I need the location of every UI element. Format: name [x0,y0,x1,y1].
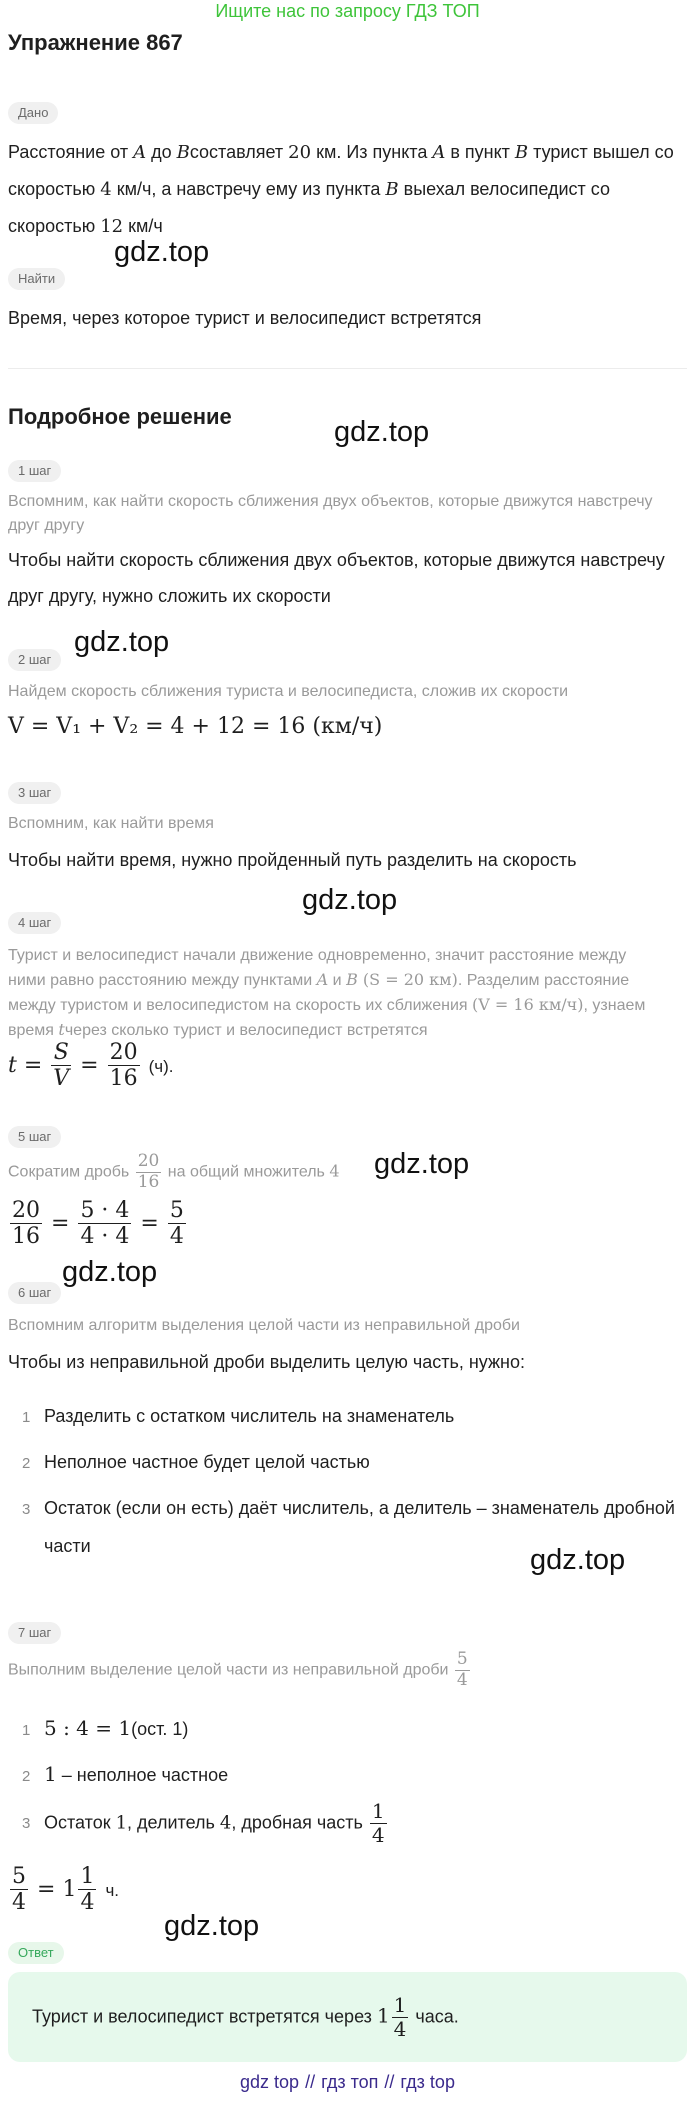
denominator: 4 · 4 [80,1224,130,1250]
hint-part: , узнаем [583,997,646,1014]
fraction [10,1198,42,1250]
denominator: 16 [12,1224,40,1250]
denominator: 4 [169,1224,184,1250]
step-3-text: Чтобы найти время, нужно пройденный путь разделить на скорость [8,850,577,870]
step-7-chip [8,1622,61,1644]
step-1-hint [8,490,688,538]
given-chip [8,102,58,124]
whole-part: 1 [62,1876,77,1902]
denominator: 4 [456,1669,468,1690]
fraction-1-4 [78,1864,96,1916]
algorithm-item-2 [22,1444,370,1482]
point-a: A [316,970,329,989]
section-divider [8,368,687,369]
item-number: 3 [22,1501,31,1518]
footer-separator: // [305,2072,316,2092]
equals-sign: = [37,1876,56,1902]
item-number: 2 [22,1768,31,1785]
step-4-formula [8,1040,174,1092]
numerator: 1 [80,1864,95,1889]
step-3-chip [8,782,61,804]
given-text-part: турист вышел со [528,142,674,162]
item-number: 1 [22,1409,31,1426]
point-a: A [133,142,147,163]
item-math: 1 [115,1812,128,1834]
find-chip-label: Найти [8,268,65,290]
numerator: 1 [371,1799,385,1823]
point-b: B [514,142,529,163]
hint-line: Турист и велосипедист начали движение одновременно, значит расстояние между [8,947,627,964]
given-text-part: до [146,142,177,162]
division-item-3 [22,1800,389,1847]
given-text-part: км/ч, а навстречу ему из пункта [111,179,386,199]
fraction [168,1198,186,1250]
fraction [78,1198,131,1250]
item-number: 1 [22,1722,31,1739]
denominator: 4 [393,2017,407,2041]
text-line: друг другу, нужно сложить их скорости [8,586,331,606]
distance-value: 20 [288,142,312,163]
equals-sign: = [80,1052,99,1078]
tourist-speed: 4 [100,179,112,200]
hint-line: Вспомним, как найти скорость сближения двух объектов, которые движутся навстречу [8,493,653,510]
watermark: gdz.top [530,1544,626,1576]
hint-part: время [8,1022,59,1039]
given-chip-label: Дано [8,102,58,124]
step-chip-label: 5 шаг [8,1126,61,1148]
time-var: t [8,1052,17,1078]
step-5-chip [8,1126,61,1148]
time-var: t [58,1020,65,1039]
footer-link[interactable]: гдз топ [321,2072,379,2092]
fraction-20-16 [108,1040,140,1092]
footer-link[interactable]: гдз top [400,2072,455,2092]
step-6-chip [8,1282,61,1304]
hint-part: . Разделим расстояние [457,972,630,989]
fraction-s-over-v [51,1040,71,1092]
footer-separator: // [384,2072,395,2092]
algorithm-item-1 [22,1398,454,1436]
watermark: gdz.top [164,1910,260,1942]
hint-part: на общий множитель [163,1163,330,1181]
answer-text [32,1994,459,2041]
numerator: 5 [12,1864,26,1889]
text-line: Чтобы найти скорость сближения двух объектов, которые движутся навстречу [8,550,665,570]
watermark: gdz.top [302,884,398,916]
numerator: 1 [393,1993,407,2017]
fraction-5-4 [455,1650,470,1690]
given-text [8,134,688,245]
numerator: S [51,1040,71,1066]
hint-line [8,993,688,1018]
item-math: 4 [219,1812,232,1834]
division-item-2 [22,1756,228,1795]
fraction-5-4 [10,1864,28,1916]
answer-part: Турист и велосипедист встретятся через [32,2006,377,2027]
step-7-hint [8,1650,688,1690]
point-a: A [432,142,446,163]
solution-title: Подробное решение [8,404,232,429]
watermark: gdz.top [334,416,430,448]
step-6-hint: Вспомним алгоритм выделения целой части из неправильной дроби [8,1317,520,1334]
item-math: 5 : 4 = 1 [44,1716,132,1740]
answer-chip-label: Ответ [8,1942,64,1964]
item-number: 2 [22,1455,31,1472]
hint-part: и [328,972,347,989]
given-text-part: выехал велосипедист со [398,179,610,199]
point-b: B [385,179,399,200]
step-3-hint: Вспомним, как найти время [8,815,214,832]
watermark: gdz.top [374,1148,470,1180]
denominator: 16 [109,1066,138,1092]
denominator: 4 [12,1890,26,1916]
numerator: 20 [137,1151,160,1171]
point-b: B [176,142,190,163]
numerator: 20 [12,1198,40,1223]
distance-note: (S = 20 км) [357,970,458,989]
hint-part: через сколько турист и велосипедист встретятся [64,1022,428,1039]
find-text: Время, через которое турист и велосипедист встретятся [8,308,482,328]
item-text: – неполное частное [56,1765,229,1785]
hint-part: ними равно расстоянию между пунктами [8,972,317,989]
step-chip-label: 7 шаг [8,1622,61,1644]
equals-sign: = [23,1052,43,1078]
footer-links [0,2072,695,2093]
numerator: 5 [456,1649,468,1669]
watermark: gdz.top [74,626,170,658]
whole-part: 1 [376,2003,390,2028]
step-chip-label: 3 шаг [8,782,61,804]
step-1-text [8,542,688,614]
step-1-chip [8,460,61,482]
footer-link[interactable]: gdz top [240,2072,300,2092]
step-4-chip [8,912,61,934]
equals-sign: = [140,1210,159,1236]
given-text-part: скоростью [8,179,101,199]
step-5-hint [8,1152,688,1192]
given-text-part: Расстояние от [8,142,134,162]
step-6-text: Чтобы из неправильной дроби выделить целую часть, нужно: [8,1352,525,1372]
given-text-part: скоростью [8,216,101,236]
unit-label: ч. [105,1880,120,1900]
denominator: 4 [371,1823,385,1847]
step-chip-label: 2 шаг [8,649,61,671]
speed-note: (V = 16 км/ч) [472,995,584,1014]
numerator: 5 · 4 [80,1198,130,1223]
step-chip-label: 1 шаг [8,460,61,482]
answer-chip [8,1942,64,1964]
step-7-formula [8,1864,119,1916]
item-text: части [44,1536,91,1556]
step-chip-label: 4 шаг [8,912,61,934]
given-text-part: составляет [189,142,289,162]
unit-label: (ч). [148,1056,174,1076]
hint-part: Сократим дробь [8,1163,134,1181]
numerator: 20 [109,1040,138,1065]
common-factor: 4 [329,1161,340,1181]
given-text-part: км. Из пункта [311,142,433,162]
step-2-formula: V = V₁ + V₂ = 4 + 12 = 16 (км/ч) [8,714,383,739]
step-4-hint [8,944,688,1043]
equals-sign: = [51,1210,70,1236]
given-text-part: км/ч [123,216,163,236]
numerator: 5 [169,1198,184,1223]
denominator: V [53,1066,70,1092]
item-text: , делитель [127,1812,220,1833]
answer-part: часа. [410,2006,459,2027]
point-b: B [346,970,358,989]
page-title: Упражнение 867 [8,30,183,55]
hint-line [8,968,688,993]
item-text: Неполное частное будет целой частью [44,1452,370,1472]
item-text: Остаток [44,1812,116,1833]
hint-part: между туристом и велосипедистом на скорость их сближения [8,997,473,1014]
item-text: Остаток (если он есть) даёт числитель, а делитель – знаменатель дробной [44,1498,675,1518]
watermark: gdz.top [114,236,210,268]
item-text: , дробная часть [231,1812,368,1833]
watermark: gdz.top [62,1256,158,1288]
search-banner: Ищите нас по запросу ГДЗ ТОП [215,1,480,21]
item-math: 1 [44,1762,57,1786]
step-2-chip [8,649,61,671]
item-text: (ост. 1) [131,1719,189,1739]
find-chip [8,268,65,290]
step-chip-label: 6 шаг [8,1282,61,1304]
item-text: Разделить с остатком числитель на знаменатель [44,1406,455,1426]
step-5-formula [8,1198,188,1250]
fraction-1-4 [370,1800,387,1847]
fraction-1-4 [392,1994,409,2041]
division-item-1 [22,1710,188,1749]
hint-line: друг другу [8,517,85,534]
hint-part: Выполним выделение целой части из неправильной дроби [8,1661,453,1679]
item-number: 3 [22,1815,31,1833]
denominator: 4 [80,1890,95,1916]
denominator: 16 [137,1171,160,1192]
cyclist-speed: 12 [100,216,124,237]
fraction-20-16 [136,1152,162,1192]
given-text-part: в пункт [445,142,515,162]
step-2-hint: Найдем скорость сближения туриста и велосипедиста, сложив их скорости [8,683,569,700]
